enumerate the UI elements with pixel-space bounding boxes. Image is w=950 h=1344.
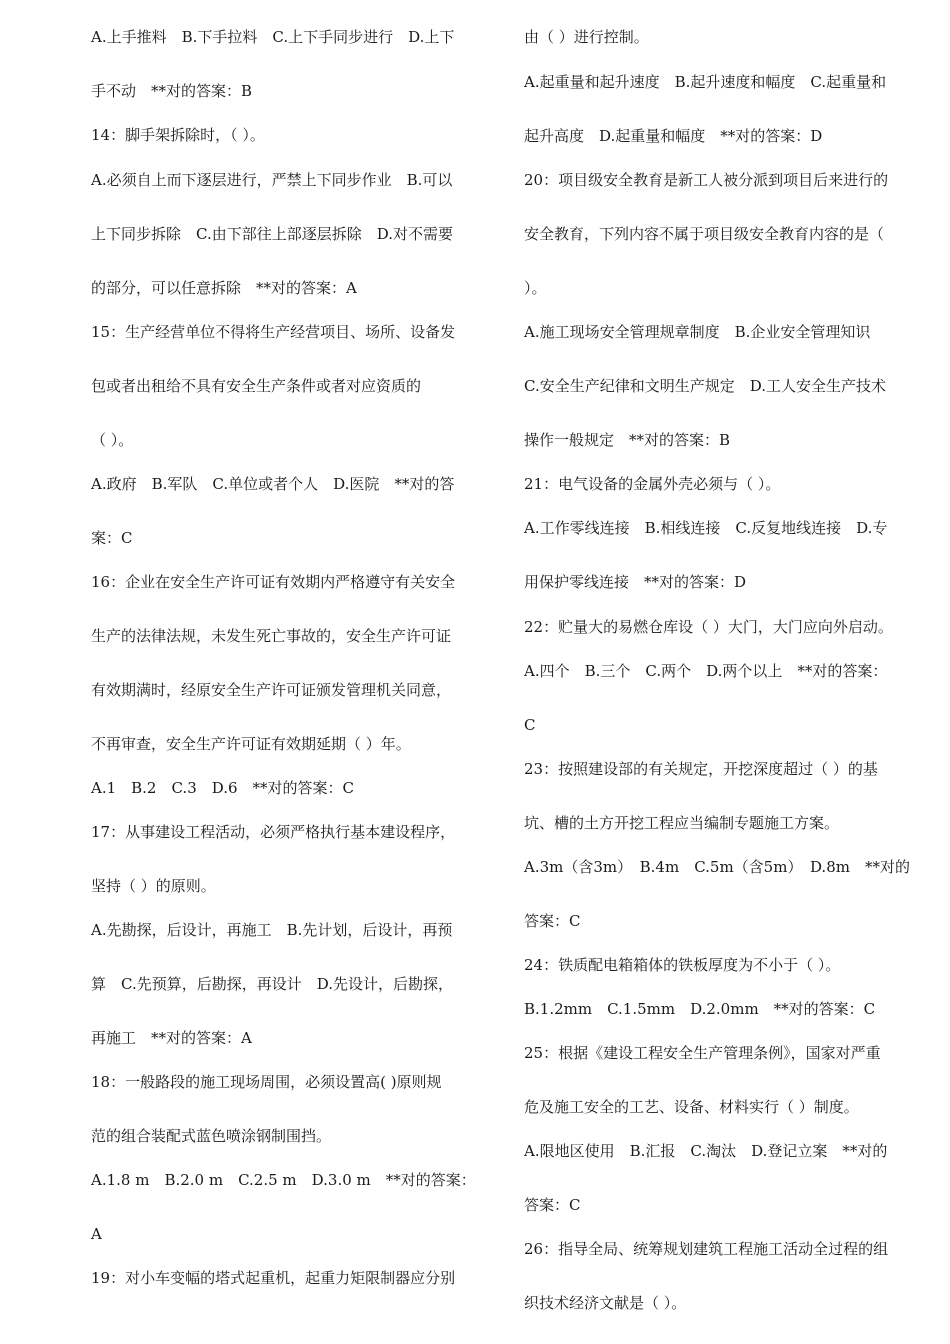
text-line: 织技术经济文献是（ ）。 [524, 1294, 687, 1312]
text-line: 算 C.先预算，后勘探，再设计 D.先设计，后勘探， [91, 975, 453, 993]
text-line: 范的组合装配式蓝色喷涂钢制围挡。 [91, 1127, 332, 1145]
text-line: A.政府 B.军队 C.单位或者个人 D.医院 **对的答 [91, 475, 455, 493]
text-line: A.四个 B.三个 C.两个 D.两个以上 **对的答案： [524, 662, 888, 680]
text-line: 18：一般路段的施工现场周围，必须设置高( )原则规 [91, 1073, 442, 1091]
text-line: 由（ ）进行控制。 [524, 28, 649, 46]
text-line: 坑、槽的土方开挖工程应当编制专题施工方案。 [524, 814, 840, 832]
text-line: 操作一般规定 **对的答案：B [524, 431, 731, 449]
text-line: 22：贮量大的易燃仓库设（ ）大门，大门应向外启动。 [524, 618, 893, 636]
text-line: 23：按照建设部的有关规定，开挖深度超过（ ）的基 [524, 760, 878, 778]
text-line: 有效期满时，经原安全生产许可证颁发管理机关同意， [91, 681, 452, 699]
text-line: 手不动 **对的答案：B [91, 82, 253, 100]
text-line: B.1.2mm C.1.5mm D.2.0mm **对的答案：C [524, 1000, 876, 1018]
text-line: A [91, 1225, 102, 1243]
text-line: A.必须自上而下逐层进行，严禁上下同步作业 B.可以 [91, 171, 453, 189]
text-line: A.起重量和起升速度 B.起升速度和幅度 C.起重量和 [524, 73, 887, 91]
text-line: 17：从事建设工程活动，必须严格执行基本建设程序， [91, 823, 456, 841]
text-line: 的部分，可以任意拆除 **对的答案：A [91, 279, 357, 297]
text-line: A.施工现场安全管理规章制度 B.企业安全管理知识 [524, 323, 871, 341]
text-line: 案：C [91, 529, 133, 547]
text-line: 19：对小车变幅的塔式起重机，起重力矩限制器应分别 [91, 1269, 456, 1287]
text-line: 24：铁质配电箱箱体的铁板厚度为不小于（ ）。 [524, 956, 841, 974]
text-line: 14：脚手架拆除时，（ ）。 [91, 126, 265, 144]
text-line: 不再审查，安全生产许可证有效期延期（ ）年。 [91, 735, 411, 753]
text-line: 21：电气设备的金属外壳必须与（ ）。 [524, 475, 781, 493]
text-line: 安全教育，下列内容不属于项目级安全教育内容的是（ [524, 225, 885, 243]
text-line: （ ）。 [91, 431, 134, 449]
text-line: 用保护零线连接 **对的答案：D [524, 573, 747, 591]
text-line: 26：指导全局、统筹规划建筑工程施工活动全过程的组 [524, 1240, 889, 1258]
text-line: A.限地区使用 B.汇报 C.淘汰 D.登记立案 **对的 [524, 1142, 888, 1160]
text-line: A.1.8 m B.2.0 m C.2.5 m D.3.0 m **对的答案： [91, 1171, 476, 1189]
text-line: 15：生产经营单位不得将生产经营项目、场所、设备发 [91, 323, 456, 341]
text-line: 危及施工安全的工艺、设备、材料实行（ ）制度。 [524, 1098, 859, 1116]
text-line: C [524, 716, 536, 734]
text-line: 16：企业在安全生产许可证有效期内严格遵守有关安全 [91, 573, 456, 591]
text-line: A.3m（含3m） B.4m C.5m（含5m） D.8m **对的 [524, 858, 910, 876]
text-line: 答案：C [524, 1196, 581, 1214]
text-line: 25：根据《建设工程安全生产管理条例》，国家对严重 [524, 1044, 881, 1062]
text-line: ）。 [524, 279, 547, 297]
text-line: A.先勘探，后设计，再施工 B.先计划，后设计，再预 [91, 921, 453, 939]
text-line: 起升高度 D.起重量和幅度 **对的答案：D [524, 127, 823, 145]
text-line: 答案：C [524, 912, 581, 930]
text-line: A.上手推料 B.下手拉料 C.上下手同步进行 D.上下 [91, 28, 455, 46]
text-line: 坚持（ ）的原则。 [91, 877, 216, 895]
text-line: 包或者出租给不具有安全生产条件或者对应资质的 [91, 377, 422, 395]
text-line: 再施工 **对的答案：A [91, 1029, 252, 1047]
text-line: 生产的法律法规，未发生死亡事故的，安全生产许可证 [91, 627, 452, 645]
text-line: 20：项目级安全教育是新工人被分派到项目后来进行的 [524, 171, 889, 189]
text-line: A.1 B.2 C.3 D.6 **对的答案：C [91, 779, 355, 797]
text-line: C.安全生产纪律和文明生产规定 D.工人安全生产技术 [524, 377, 886, 395]
text-line: 上下同步拆除 C.由下部往上部逐层拆除 D.对不需要 [91, 225, 453, 243]
text-line: A.工作零线连接 B.相线连接 C.反复地线连接 D.专 [524, 519, 888, 537]
